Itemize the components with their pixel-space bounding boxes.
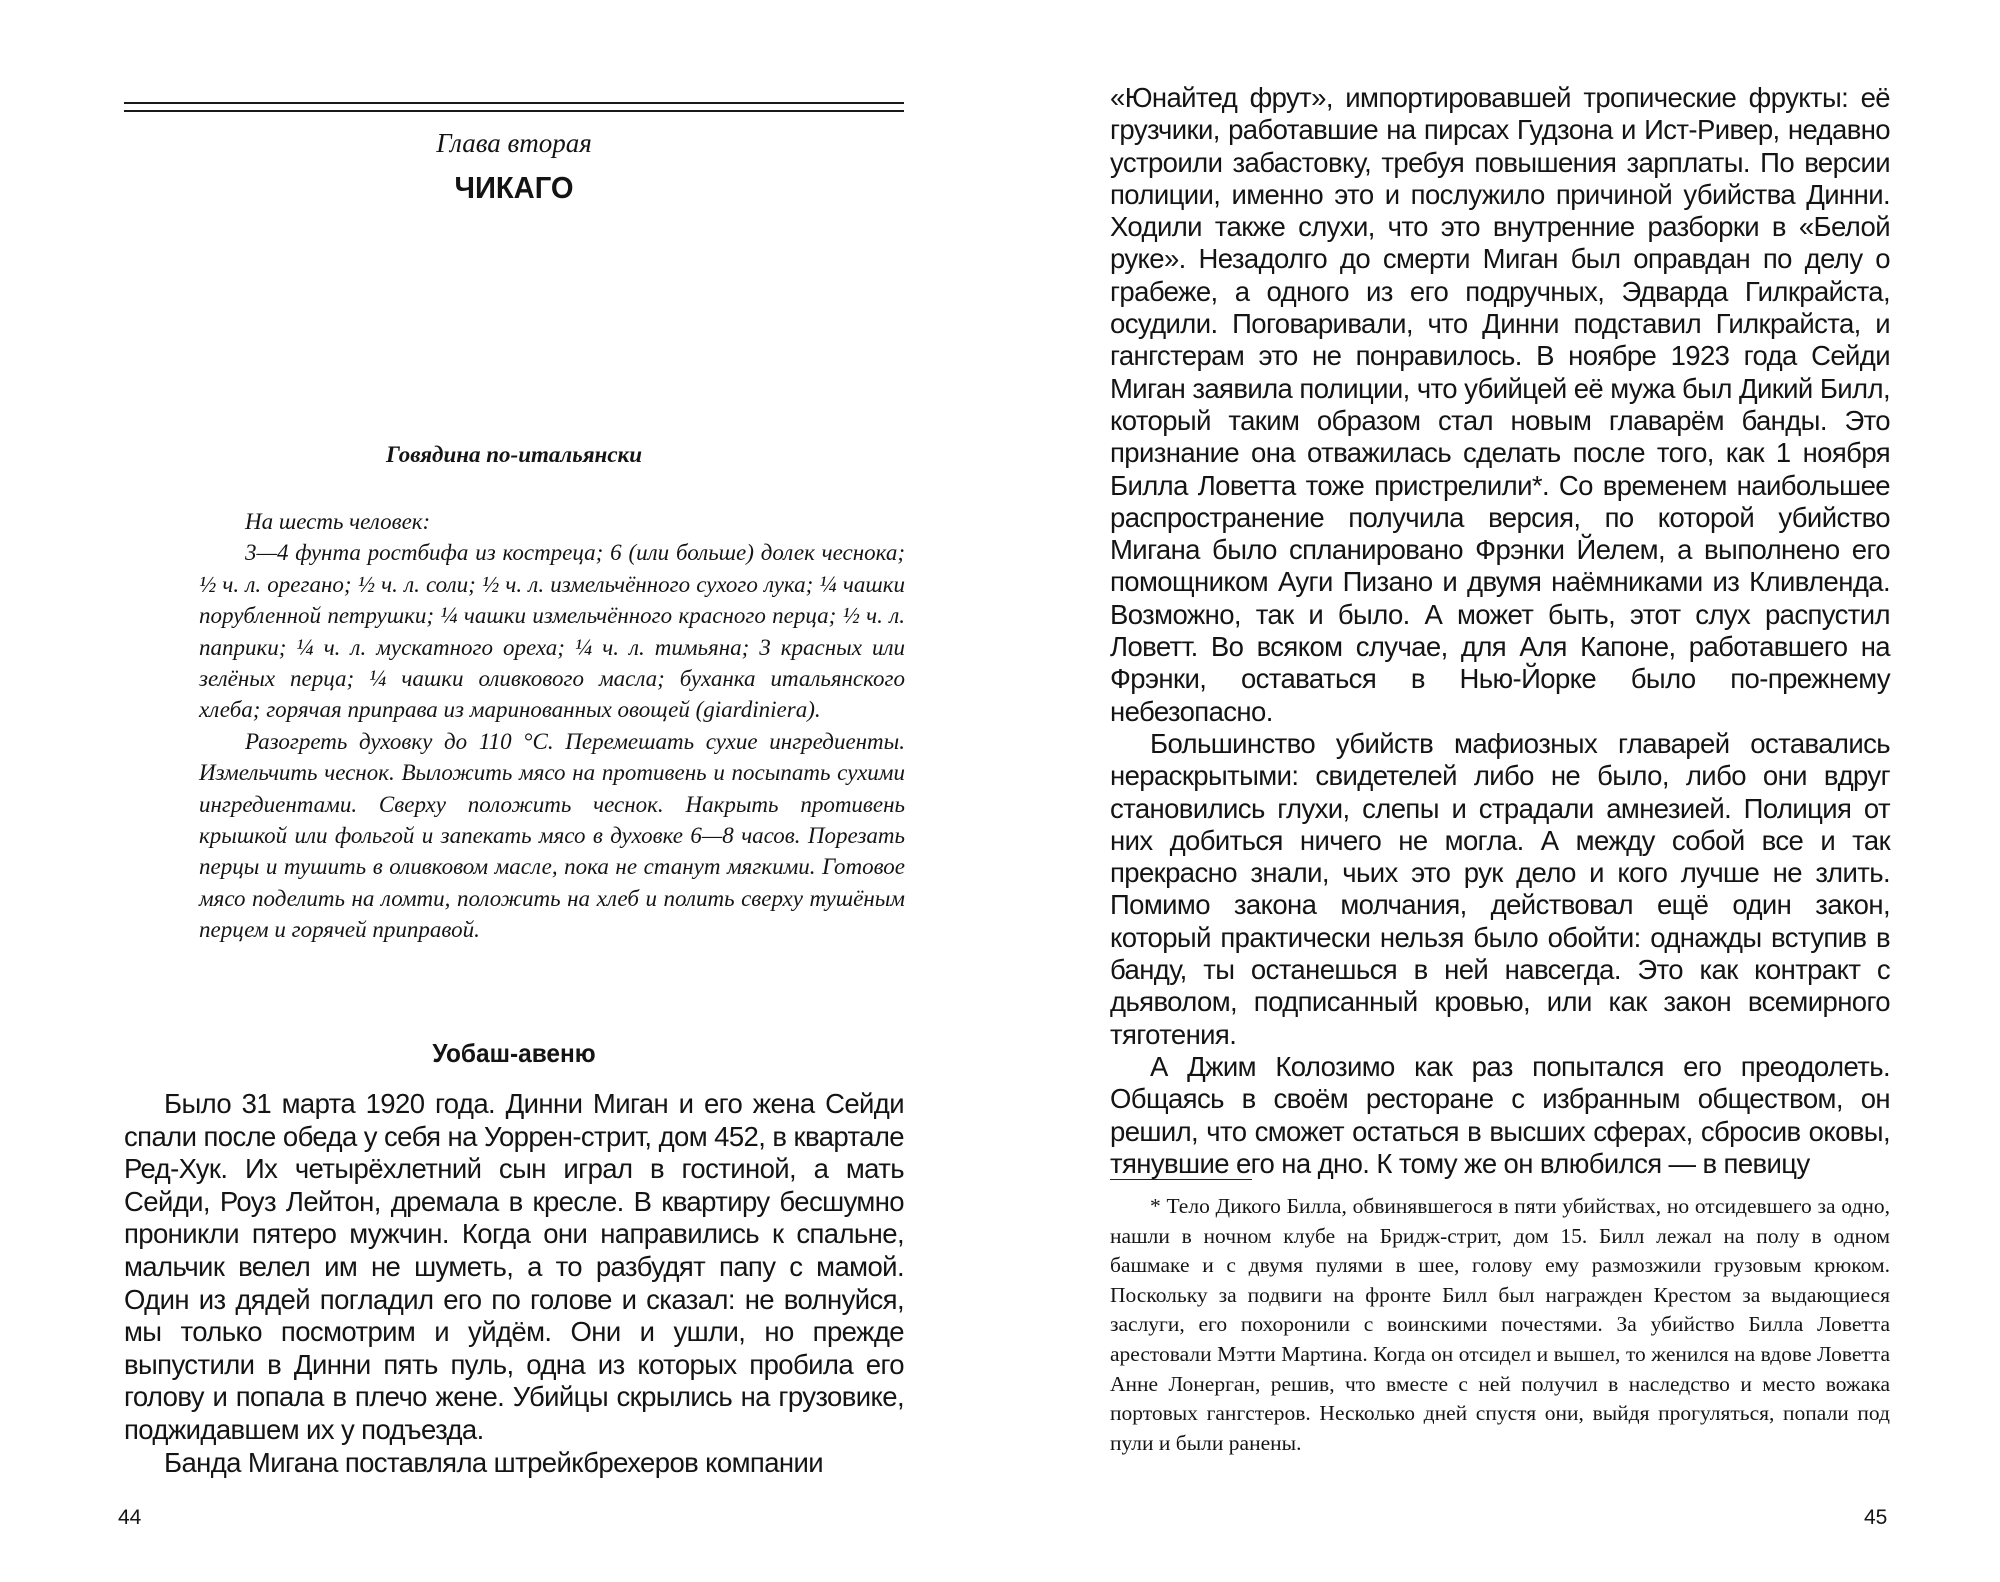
chapter-label: Глава вторая bbox=[436, 128, 592, 158]
recipe-title: Говядина по-итальянски bbox=[386, 442, 642, 467]
left-body-text bbox=[124, 1088, 904, 1479]
page-number-right: 45 bbox=[1864, 1506, 1888, 1529]
recipe-method: Разогреть духовку до 110 °С. Перемешать сухие ингредиенты. Измельчить чеснок. Выложить мясо на противень и посыпать сухими ингредиентами. Сверху положить чеснок. Накрыть противень крышкой или фольгой и запекать мясо в духовке 6—8 часов. Порезать перцы и тушить в оливковом масле, пока не станут мягкими. Готовое мясо поделить на ломти, положить на хлеб и полить сверху тушёным перцем и горячей приправой. bbox=[199, 728, 905, 943]
footnote bbox=[1110, 1192, 1890, 1458]
chapter-rule-bottom bbox=[124, 110, 904, 112]
recipe-block bbox=[199, 506, 905, 946]
recipe-serves: На шесть человек: bbox=[245, 509, 431, 534]
right-page bbox=[1000, 0, 2000, 1582]
recipe-ingredients: 3—4 фунта ростбифа из костреца; 6 (или больше) долек чеснока; ½ ч. л. орегано; ½ ч. л. соли; ½ ч. л. измельчённого сухого лука; ¼ чашки порубленной петрушки; ¼ чашки измельчённого красного перца; ½ ч. л. паприки; ¼ ч. л. мускатного ореха; ¼ ч. л. тимьяна; 3 красных или зелёных перца; ¼ чашки оливкового масла; буханка итальянского хлеба; горячая приправа из маринованных овощей (giardiniera). bbox=[199, 540, 905, 723]
footnote-rule bbox=[1110, 1179, 1252, 1180]
body-paragraph: «Юнайтед фрут», импортировавшей тропические фрукты: её грузчики, работавшие на пирсах Гудзона и Ист-Ривер, недавно устроили забастовку, требуя повышения зарплаты. По версии полиции, именно это и послужило причиной убийства Динни. Ходили также слухи, что это внутренние разборки в «Белой руке». Незадолго до смерти Миган был оправдан по делу о грабеже, а одного из его подручных, Эдварда Гилкрайста, осудили. Поговаривали, что Динни подставил Гилкрайста, и гангстерам это не понравилось. В ноябре 1923 года Сейди Миган заявила полиции, что убийцей её мужа был Дикий Билл, который таким образом стал новым главарём банды. Это признание она отважилась сделать после того, как 1 ноября Билла Ловетта тоже пристрелили*. Со временем наибольшее распространение получила версия, по которой убийство Мигана было спланировано Фрэнки Йелем, а выполнено его помощником Ауги Пизано и двумя наёмниками из Кливленда. Возможно, так и было. А может быть, этот слух распустил Ловетт. Во всяком случае, для Аля Капоне, работавшего на Фрэнки, оставаться в Нью-Йорке было по-прежнему небезопасно. bbox=[1110, 82, 1890, 727]
body-paragraph: А Джим Колозимо как раз попытался его преодолеть. Общаясь в своём ресторане с избранным обществом, он решил, что сможет остаться в высших сферах, сбросив оковы, тянувшие его на дно. К тому же он влюбился — в певицу bbox=[1110, 1050, 1890, 1179]
body-paragraph: Банда Мигана поставляла штрейкбрехеров компании bbox=[164, 1446, 824, 1478]
chapter-title: ЧИКАГО bbox=[454, 170, 574, 205]
section-title: Уобаш-авеню bbox=[432, 1038, 596, 1068]
chapter-rule-top bbox=[124, 102, 904, 104]
body-paragraph: Большинство убийств мафиозных главарей оставались нераскрытыми: свидетелей либо не было, либо они вдруг становились глухи, слепы и страдали амнезией. Полиция от них добиться ничего не могла. А между собой все и так прекрасно знали, чьих это рук дело и кого лучше не злить. Помимо закона молчания, действовал ещё один закон, который практически нельзя было обойти: однажды вступив в банду, ты останешься в ней навсегда. Это как контракт с дьяволом, подписанный кровью, или как закон всемирного тяготения. bbox=[1110, 727, 1890, 1050]
body-paragraph: Было 31 марта 1920 года. Динни Миган и его жена Сейди спали после обеда у себя на Уоррен-стрит, дом 452, в квартале Ред-Хук. Их четырёхлетний сын играл в гостиной, а мать Сейди, Роуз Лейтон, дремала в кресле. В квартиру бесшумно проникли пятеро мужчин. Когда они направились к спальне, мальчик велел им не шуметь, а то разбудят папу с мамой. Один из дядей погладил его по голове и сказал: не волнуйся, мы только посмотрим и уйдём. Они и ушли, но прежде выпустили в Динни пять пуль, одна из которых пробила его голову и попала в плечо жене. Убийцы скрылись на грузовике, поджидавшем их у подъезда. bbox=[124, 1088, 904, 1445]
footnote-text: * Тело Дикого Билла, обвинявшегося в пяти убийствах, но отсидевшего за одно, нашли в ночном клубе на Бридж-стрит, дом 15. Билл лежал на полу в одном башмаке и с двумя пулями в шее, голову ему размозжили грузовым крюком. Поскольку за подвиги на фронте Билл был награжден Крестом за выдающиеся заслуги, его похоронили с воинскими почестями. За убийство Билла Ловетта арестовали Мэтти Мартина. Когда он отсидел и вышел, то женился на вдове Ловетта Анне Лонерган, решив, что вместе с ней получил в наследство и место вожака портовых гангстеров. Несколько дней спустя они, выйдя прогуляться, попали под пули и были ранены. bbox=[1110, 1194, 1890, 1455]
right-body-text bbox=[1110, 82, 1890, 1180]
page-number-left: 44 bbox=[118, 1506, 142, 1529]
